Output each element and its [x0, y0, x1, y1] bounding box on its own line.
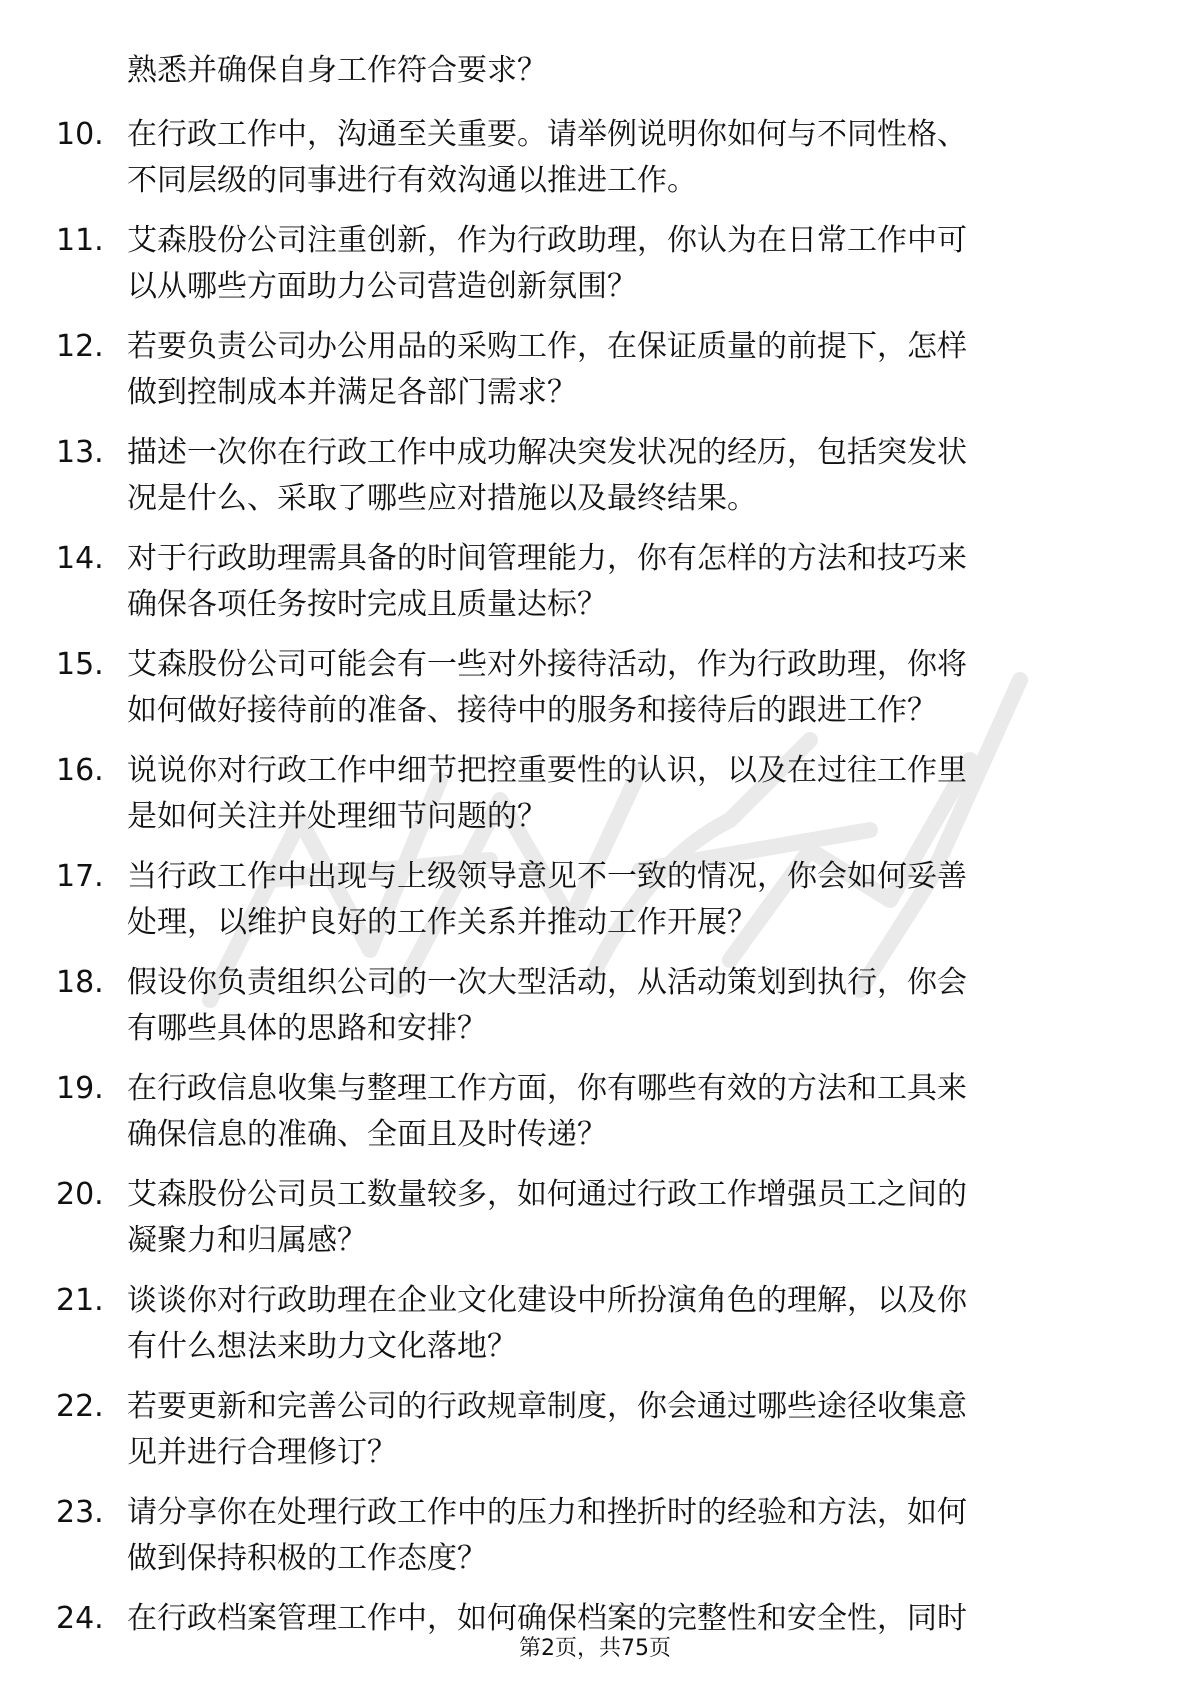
question-line: 描述一次你在行政工作中成功解决突发状况的经历，包括突发状 [127, 435, 967, 470]
question-item [0, 1066, 1190, 1172]
question-number: 10. [56, 117, 104, 152]
question-line: 凝聚力和归属感？ [127, 1223, 367, 1258]
question-text [127, 642, 1117, 734]
question-text [127, 1384, 1117, 1476]
question-line: 谈谈你对行政助理在企业文化建设中所扮演角色的理解，以及你 [127, 1283, 967, 1318]
question-line: 若要负责公司办公用品的采购工作，在保证质量的前提下，怎样 [127, 329, 967, 364]
question-line: 有什么想法来助力文化落地？ [127, 1329, 517, 1364]
question-list [0, 112, 1190, 1702]
question-item [0, 960, 1190, 1066]
question-text [127, 1172, 1117, 1264]
question-line: 是如何关注并处理细节问题的？ [127, 799, 547, 834]
page-number-footer: 第2页，共75页 [519, 1636, 671, 1661]
question-line: 对于行政助理需具备的时间管理能力，你有怎样的方法和技巧来 [127, 541, 967, 576]
question-line: 不同层级的同事进行有效沟通以推进工作。 [127, 163, 697, 198]
question-text [127, 1066, 1117, 1158]
question-number: 16. [56, 753, 104, 788]
question-number: 17. [56, 859, 104, 894]
question-line: 假设你负责组织公司的一次大型活动，从活动策划到执行，你会 [127, 965, 967, 1000]
question-text [127, 218, 1117, 310]
question-line: 以从哪些方面助力公司营造创新氛围？ [127, 269, 637, 304]
question-line: 做到控制成本并满足各部门需求？ [127, 375, 577, 410]
question-number: 12. [56, 329, 104, 364]
question-line: 说说你对行政工作中细节把控重要性的认识，以及在过往工作里 [127, 753, 967, 788]
question-item [0, 536, 1190, 642]
question-item [0, 748, 1190, 854]
question-item [0, 1490, 1190, 1596]
question-item [0, 854, 1190, 960]
question-line: 艾森股份公司员工数量较多，如何通过行政工作增强员工之间的 [127, 1177, 967, 1212]
question-line: 请分享你在处理行政工作中的压力和挫折时的经验和方法，如何 [127, 1495, 967, 1530]
question-number: 20. [56, 1177, 104, 1212]
question-line: 艾森股份公司注重创新，作为行政助理，你认为在日常工作中可 [127, 223, 967, 258]
question-text [127, 112, 1117, 204]
question-number: 13. [56, 435, 104, 470]
question-item [0, 1278, 1190, 1384]
question-line: 艾森股份公司可能会有一些对外接待活动，作为行政助理，你将 [127, 647, 967, 682]
question-number: 19. [56, 1071, 104, 1106]
question-line: 如何做好接待前的准备、接待中的服务和接待后的跟进工作？ [127, 693, 937, 728]
question-number: 21. [56, 1283, 104, 1318]
question-number: 18. [56, 965, 104, 1000]
question-line: 确保各项任务按时完成且质量达标？ [127, 587, 607, 622]
question-text [127, 854, 1117, 946]
question-text [127, 430, 1117, 522]
question-text [127, 1490, 1117, 1582]
question-item [0, 324, 1190, 430]
question-number: 14. [56, 541, 104, 576]
question-number: 15. [56, 647, 104, 682]
question-text [127, 960, 1117, 1052]
continued-question-text: 熟悉并确保自身工作符合要求？ [127, 53, 547, 88]
question-number: 22. [56, 1389, 104, 1424]
question-item [0, 218, 1190, 324]
question-line: 确保信息的准确、全面且及时传递？ [127, 1117, 607, 1152]
question-text [127, 536, 1117, 628]
question-line: 若要更新和完善公司的行政规章制度，你会通过哪些途径收集意 [127, 1389, 967, 1424]
question-item [0, 430, 1190, 536]
question-line: 做到保持积极的工作态度？ [127, 1541, 487, 1576]
question-line: 在行政信息收集与整理工作方面，你有哪些有效的方法和工具来 [127, 1071, 967, 1106]
question-line: 况是什么、采取了哪些应对措施以及最终结果。 [127, 481, 757, 516]
question-item [0, 642, 1190, 748]
question-number: 23. [56, 1495, 104, 1530]
question-line: 在行政工作中，沟通至关重要。请举例说明你如何与不同性格、 [127, 117, 967, 152]
question-item [0, 112, 1190, 218]
question-number: 24. [56, 1601, 104, 1636]
question-item [0, 1384, 1190, 1490]
question-item [0, 1172, 1190, 1278]
question-line: 处理，以维护良好的工作关系并推动工作开展？ [127, 905, 757, 940]
question-number: 11. [56, 223, 104, 258]
question-line: 有哪些具体的思路和安排？ [127, 1011, 487, 1046]
question-text [127, 324, 1117, 416]
question-text [127, 748, 1117, 840]
question-text [127, 1278, 1117, 1370]
question-line: 见并进行合理修订？ [127, 1435, 397, 1470]
question-line: 在行政档案管理工作中，如何确保档案的完整性和安全性，同时 [127, 1601, 967, 1636]
question-line: 当行政工作中出现与上级领导意见不一致的情况，你会如何妥善 [127, 859, 967, 894]
